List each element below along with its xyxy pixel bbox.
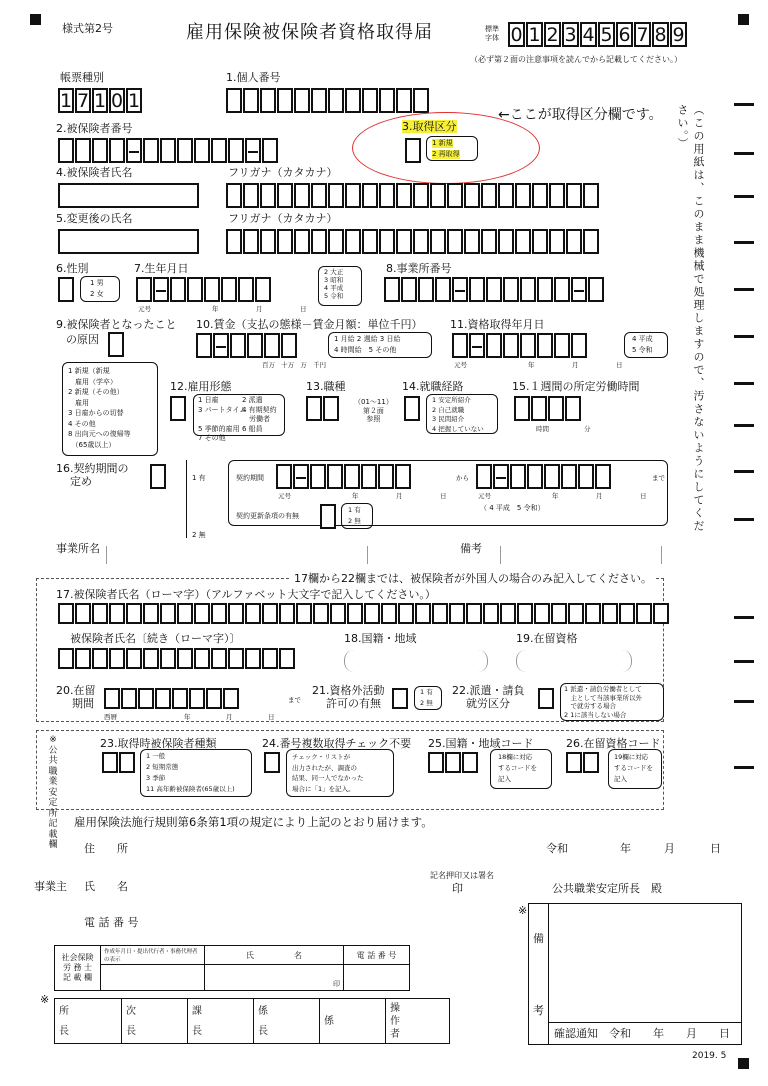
field24-opts [292,752,364,794]
field10-opts: 1 月給 2 週給 3 日給 [334,335,401,343]
remarks-label: 考 [533,1004,544,1017]
field19-bracket [516,650,632,672]
field13-boxes[interactable] [306,396,340,421]
option-item: 共 [48,756,58,766]
office-col-label: 所 [59,1006,69,1017]
office-cell [253,999,319,1043]
renew-box[interactable] [320,504,337,529]
option-item: 公 [48,745,58,756]
year-label: 年 [352,492,359,500]
field21-opt: 2 無 [420,699,433,707]
office-name-label: 事業所名 [56,542,100,555]
option-item: 雇用（学卒） [68,377,117,386]
name-label: 氏 名 [84,880,128,893]
option-item: 2 新規（その他） [68,388,124,396]
renew-label: 契約更新条項の有無 [236,512,299,520]
renew-opt: 1 有 [348,506,361,514]
field25-opts [498,752,537,785]
registration-mark [734,766,754,769]
era-label: 元号 [478,492,491,500]
year-label: 年 [552,492,559,500]
day-label: 日 [440,492,447,500]
field17b-label: 被保険者氏名〔続き（ローマ字）〕 [70,632,241,645]
option-item: 8 出向元への復帰等 [68,430,131,438]
day-label: 日 [616,361,623,369]
std-digit: 6 [616,22,633,47]
minute-label: 分 [584,425,591,433]
std-digit: 9 [670,22,687,47]
option-item: 4 その他 [68,419,96,428]
field22-opts [564,685,642,719]
option-item: 3 日雇からの切替 [68,409,124,417]
field11-boxes[interactable] [452,333,588,358]
month-label: 月 [256,305,263,313]
field24-label: 24.番号複数取得チェック不要 [262,737,412,750]
option-item: 記入 [498,775,511,783]
field3-label: 3.取得区分 [402,120,457,133]
option-item: 場合に「1」を記入。 [292,784,355,793]
from-label: から [456,474,469,482]
field26-label: 26.在留資格コード [566,737,661,750]
office-addressee: 公共職業安定所長 殿 [552,882,662,895]
std-digit: 1 [526,22,543,47]
field12-label: 12.雇用形態 [170,380,232,393]
field1-label: 1.個人番号 [226,71,281,84]
option-item: ※ [49,735,57,745]
field19-label: 19.在留資格 [516,632,578,645]
foreign-caption: 17欄から22欄までは、被保険者が外国人の場合のみ記入してください。 [290,572,656,585]
type-digit: 1 [94,90,107,112]
office-col-label: 長 [192,1026,202,1037]
option-item: 雇用 [68,398,89,407]
field25-boxes[interactable] [428,752,479,773]
hour-label: 時間 [536,425,549,433]
field16-yes: 1 有 [192,474,206,482]
option-item: 出力されたが、調査の [292,763,357,772]
option-item: 6 船員 [242,424,263,433]
field13-note: （01～11） 第２面 参照 [354,398,393,423]
field5-box[interactable] [58,229,199,254]
option-item [198,415,242,425]
era-label: 元号 [454,361,467,369]
field26-boxes[interactable] [566,752,600,773]
year-label: 年 [528,361,535,369]
option-item: 2 自己就職 [432,405,465,414]
field4-kana: フリガナ（カタカナ） [228,166,338,179]
option-item: 所 [48,808,58,819]
office-col-label: 者 [390,1029,400,1040]
date-year: 年 [620,842,631,855]
field20-boxes[interactable] [104,688,240,709]
field13-label: 13.職種 [306,380,346,393]
option-item: 労働者 [242,415,270,423]
office-cell [121,999,187,1043]
form-title: 雇用保険被保険者資格取得届 [186,22,433,43]
office-col-label: 課 [192,1006,202,1017]
corner-mark [738,1058,749,1069]
type-digit: 0 [111,90,124,112]
option-item: 2 大正 [324,268,344,276]
address-label: 住 所 [84,842,128,855]
field22-label: 22.派遣・請負 就労区分 [452,684,525,710]
date-day: 日 [710,842,721,855]
field20-label: 20.在留 期間 [56,684,96,710]
field4-label: 4.被保険者氏名 [56,166,133,179]
field3-box[interactable] [405,138,422,163]
period-label: 契約期間 [236,474,264,482]
field10-opts: 4 時間給 5 その他 [334,346,397,354]
office-col-label: 長 [126,1026,136,1037]
office-cell [385,999,451,1043]
field9-opts [68,366,131,450]
field16-no: 2 無 [192,531,206,539]
field10-label: 10.賃金（支払の態様－賃金月額：単位千円） [196,318,423,331]
office-mark: ※ [518,904,528,917]
option-item: 職 [48,766,58,777]
divider [548,903,549,1045]
std-digits [508,22,688,47]
std-digit: 4 [580,22,597,47]
registration-mark [734,152,754,155]
option-item: 欄 [48,840,58,850]
option-item: 定 [48,798,58,808]
field6-opt2: 2 女 [90,290,104,298]
confirm-notice: 確認通知 令和 年 月 日 [554,1027,730,1040]
field2-boxes[interactable] [58,138,279,163]
registration-mark [734,288,754,291]
field22-box[interactable] [538,688,555,709]
office-col-label: 長 [258,1026,268,1037]
sharoushi-table: 社会保険 労 務 士 記 載 欄 作成年月日・提出代行者・事務代理者の表示 氏 名 電 話 番 号 印 [54,945,410,991]
annotation: ←ここが取得区分欄です。 [498,107,663,123]
option-item: 1 派遣・請負労働者として [564,685,642,693]
year-label: 年 [184,713,191,721]
option-item: するコードを [498,764,537,772]
field21-label: 21.資格外活動 許可の有無 [312,684,385,710]
office-table [54,998,450,1044]
field11-opt: 4 平成 [632,335,653,343]
option-item: 4 有期契約 [242,405,277,414]
field6-opt1: 1 男 [90,279,104,287]
option-item: 5 令和 [324,292,344,300]
option-item: 安 [48,787,58,798]
field25-label: 25.国籍・地域コード [428,737,534,750]
month-label: 月 [396,492,403,500]
unit-label: 十万 [281,361,295,369]
std-digit: 0 [508,22,525,47]
option-item: 11 高年齢被保険者(65歳以上) [146,785,235,793]
declaration: 雇用保険法施行規則第6条第1項の規定により上記のとおり届けます。 [74,815,433,829]
option-item: 3 民間紹介 [432,415,465,423]
registration-mark [734,103,754,106]
until-label: まで [652,474,665,482]
field2-label: 2.被保険者番号 [56,122,133,135]
option-item: 7 その他 [198,434,226,442]
date-era: 令和 [546,842,568,855]
std-digit: 8 [652,22,669,47]
unit-label: 万 [300,361,307,369]
field10-units [262,361,326,369]
remarks-box[interactable] [528,903,742,1045]
unit-label: 百万 [262,361,275,369]
option-item: 1 日雇 [198,396,219,404]
phone-label: 電 話 番 号 [84,916,139,929]
type-digit: 1 [60,90,73,112]
field23-label: 23.取得時被保険者種類 [100,737,217,750]
field14-opts [432,396,484,434]
year-era: 西暦 [104,713,117,721]
option-item: 1 新規（新規 [68,367,110,375]
remarks-label: 備考 [460,542,482,555]
field23-opts [146,751,235,795]
field24-box[interactable] [264,752,281,773]
field14-label: 14.就職経路 [402,380,464,393]
field9-box[interactable] [108,332,125,357]
option-item: 記 [48,819,58,829]
month-label: 月 [596,492,603,500]
registration-mark [734,616,754,619]
office-cell [319,999,385,1043]
sharoushi-cell[interactable] [101,965,205,991]
std-label: 標準 字体 [485,25,499,42]
field12-box[interactable] [170,396,187,421]
std-digit: 5 [598,22,615,47]
field9-label: 9.被保険者となったこと の原因 [56,318,177,346]
office-cell [55,999,121,1043]
period-from-boxes[interactable] [276,464,412,489]
office-col-label: 長 [59,1026,69,1037]
field14-box[interactable] [404,396,421,421]
field21-opt: 1 有 [420,688,433,696]
year-label: 年 [212,305,219,313]
option-item: 3 季節 [146,774,166,782]
field8-label: 8.事業所番号 [386,262,452,275]
date-month: 月 [664,842,675,855]
field18-label: 18.国籍・地域 [344,632,417,645]
option-item: 4 把握していない [432,424,484,433]
until-label: まで [288,696,301,704]
option-item: 2 短期常態 [146,763,179,771]
field26-opts [614,752,653,785]
option-item: 3 パートタイム [198,405,247,414]
seal-note: 記名押印又は署名 [430,871,494,880]
field6-box[interactable] [58,277,75,302]
office-col-label: 作 [390,1016,400,1027]
type-digit: 7 [77,90,90,112]
registration-mark [734,660,754,663]
field15-label: 15.１週間の所定労働時間 [512,380,640,393]
day-label: 日 [300,305,307,313]
option-item: 主として当該事業所以外 [564,693,642,702]
employer-label: 事業主 [34,880,67,893]
std-digit: 2 [544,22,561,47]
field12-opts [198,396,286,444]
sharoushi-seal: 印 [205,965,344,991]
side-note: （この用紙は、このまま機械で処理しますので、汚さないようにしてください。） [676,104,705,533]
field10-boxes[interactable] [196,333,298,358]
unit-label: 千円 [312,361,326,369]
field5-label: 5.変更後の氏名 [56,212,133,225]
field17-label: 17.被保険者氏名（ローマ字）（アルファベット大文字で記入してください。） [56,588,436,601]
registration-mark [734,195,754,198]
field16-eras: （ 4 平成 5 令和） [480,504,545,512]
month-label: 月 [226,713,233,721]
era-label: 元号 [278,492,291,500]
sharoushi-header: 電 話 番 号 [344,946,410,965]
registration-mark [734,382,754,385]
option-item: 載 [48,829,58,840]
office-col-label: 次 [126,1006,136,1017]
registration-mark [734,700,754,703]
option-item: 5 季節的雇用 [198,424,240,433]
day-label: 日 [640,492,647,500]
option-item: 業 [48,777,58,787]
option-item: チェック・リストが [292,753,351,761]
form-number: 様式第2号 [62,22,113,35]
option-item: 19欄に対応 [614,753,649,761]
corner-mark [30,14,41,25]
corner-mark [738,14,749,25]
field4-kana-boxes[interactable] [226,183,600,208]
registration-mark [734,424,754,427]
era-label: 元号 [138,305,151,313]
field7-opts [324,268,343,300]
office-mark: ※ [40,993,50,1006]
type-label: 帳票種別 [60,71,104,84]
type-digits [58,88,143,113]
sharoushi-header: 氏 名 [205,946,344,965]
field21-box[interactable] [392,688,409,709]
option-item: 3 昭和 [324,276,344,284]
option-item: 2 1に該当しない場合 [564,710,627,719]
field5-kana: フリガナ（カタカナ） [228,212,338,225]
field18-bracket [344,650,488,672]
std-digit: 3 [562,22,579,47]
field11-label: 11.資格取得年月日 [450,318,545,331]
remarks-bracket [500,546,662,564]
field11-opt: 5 令和 [632,346,653,354]
field7-boxes[interactable] [136,277,272,302]
std-digit: 7 [634,22,651,47]
field15-boxes[interactable] [514,396,582,421]
office-col-label: 操 [390,1003,400,1014]
office-cell [187,999,253,1043]
option-item: 1 一般 [146,752,166,760]
footer-date: 2019. 5 [692,1051,727,1061]
day-label: 日 [268,713,275,721]
field5-kana-boxes[interactable] [226,229,600,254]
option-item: 18欄に対応 [498,753,533,761]
divider [548,1022,742,1023]
field8-boxes[interactable] [384,277,605,302]
field16-box[interactable] [150,464,167,489]
month-label: 月 [572,361,579,369]
field23-boxes[interactable] [102,752,136,773]
option-item: （65歳以上） [68,440,116,449]
field16-label: 16.契約期間の 定め [56,462,129,488]
field17b-boxes[interactable] [58,648,296,669]
sharoushi-header: 作成年月日・提出代行者・事務代理者の表示 [101,946,205,965]
registration-mark [734,241,754,244]
office-col-label: 係 [324,1016,334,1027]
field3-opt1: 1 新規 [432,139,453,147]
option-item: 記入 [614,775,627,783]
registration-mark [734,470,754,473]
field17-boxes[interactable] [58,603,670,624]
office-use-side [46,735,60,851]
field3-opt2: 2 再取得 [432,150,460,158]
office-col-label: 係 [258,1006,268,1017]
registration-mark [734,518,754,521]
type-digit: 1 [128,90,141,112]
office-name-bracket [106,546,368,564]
field7-label: 7.生年月日 [134,262,189,275]
option-item: 1 安定所紹介 [432,396,471,404]
option-item: するコードを [614,764,653,772]
option-item: 結果、同一人でなかった [292,774,364,782]
registration-mark [734,335,754,338]
sharoushi-cell[interactable] [344,965,410,991]
renew-opt: 2 無 [348,517,361,525]
option-item: 4 平成 [324,284,344,292]
option-item: で就労する場合 [564,702,616,710]
option-item: 2 派遣 [242,396,263,404]
note: （必ず第２面の注意事項を読んでから記載してください。） [470,55,682,64]
seal-mark: 印 [452,882,463,895]
field1-boxes[interactable] [226,88,430,113]
field4-box[interactable] [58,183,199,208]
field6-label: 6.性別 [56,262,89,275]
period-to-boxes[interactable] [476,464,612,489]
divider [186,460,187,538]
remarks-label: 備 [533,932,544,945]
